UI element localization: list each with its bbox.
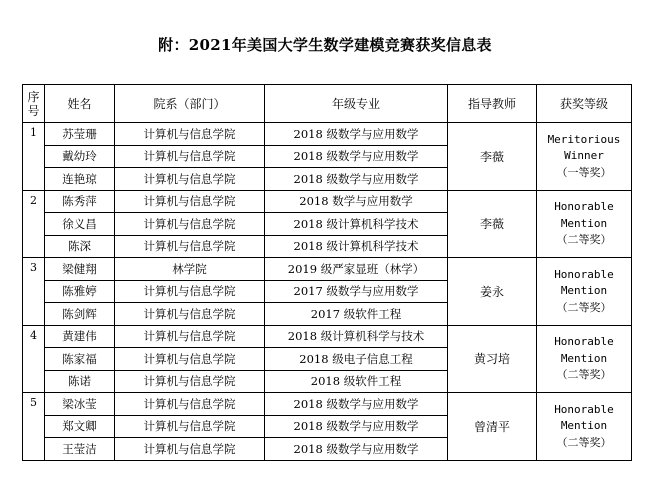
- advisor-name: 黄习培: [448, 325, 537, 393]
- student-name: 陈深: [45, 235, 115, 258]
- student-department: 计算机与信息学院: [115, 190, 265, 213]
- student-major: 2019 级严家显班（林学）: [265, 258, 448, 281]
- student-department: 计算机与信息学院: [115, 280, 265, 303]
- student-major: 2018 级软件工程: [265, 370, 448, 393]
- award-line2: Mention: [560, 419, 608, 432]
- student-major: 2018 级数学与应用数学: [265, 145, 448, 168]
- student-name: 黄建伟: [45, 325, 115, 348]
- student-name: 郑文卿: [45, 415, 115, 438]
- student-major: 2018 级数学与应用数学: [265, 168, 448, 191]
- student-major: 2018 级数学与应用数学: [265, 123, 448, 146]
- advisor-name: 姜永: [448, 258, 537, 326]
- student-department: 计算机与信息学院: [115, 415, 265, 438]
- award-line2: Mention: [560, 216, 608, 230]
- student-major: 2017 级数学与应用数学: [265, 280, 448, 303]
- group-index: 4: [23, 325, 45, 393]
- award-line3: （二等奖）: [556, 435, 612, 449]
- student-name: 陈秀萍: [45, 190, 115, 213]
- header-award: 获奖等级: [537, 85, 632, 123]
- award-level: [537, 123, 632, 191]
- student-name: 陈雅婷: [45, 280, 115, 303]
- header-index: 序号: [23, 85, 45, 123]
- student-department: 计算机与信息学院: [115, 303, 265, 326]
- group-index: 2: [23, 190, 45, 258]
- student-major: 2018 级电子信息工程: [265, 348, 448, 371]
- student-department: 计算机与信息学院: [115, 325, 265, 348]
- header-advisor: 指导教师: [448, 85, 537, 123]
- student-department: 计算机与信息学院: [115, 370, 265, 393]
- student-name: 陈诺: [45, 370, 115, 393]
- group-index: 3: [23, 258, 45, 326]
- student-major: 2018 级数学与应用数学: [265, 393, 448, 416]
- student-major: 2017 级软件工程: [265, 303, 448, 326]
- student-name: 陈剑辉: [45, 303, 115, 326]
- student-department: 计算机与信息学院: [115, 235, 265, 258]
- student-department: 计算机与信息学院: [115, 213, 265, 236]
- award-line2: Mention: [560, 284, 608, 297]
- award-line1: Meritorious: [547, 132, 621, 146]
- student-department: 计算机与信息学院: [115, 393, 265, 416]
- student-major: 2018 数学与应用数学: [265, 190, 448, 213]
- student-major: 2018 级计算机科学与技术: [265, 325, 448, 348]
- student-department: 计算机与信息学院: [115, 348, 265, 371]
- group-index: 1: [23, 123, 45, 191]
- award-line3: （二等奖）: [556, 368, 612, 381]
- table-row: [23, 190, 632, 213]
- award-line1: Honorable: [554, 200, 614, 213]
- award-level: [537, 393, 632, 461]
- student-major: 2018 级数学与应用数学: [265, 438, 448, 461]
- student-major: 2018 级计算机科学技术: [265, 235, 448, 258]
- award-line2: Mention: [560, 351, 608, 365]
- header-name: 姓名: [45, 85, 115, 123]
- student-name: 梁冰莹: [45, 393, 115, 416]
- award-line1: Honorable: [554, 402, 614, 416]
- student-major: 2018 级数学与应用数学: [265, 415, 448, 438]
- student-name: 梁健翔: [45, 258, 115, 281]
- award-level: [537, 190, 632, 258]
- student-department: 林学院: [115, 258, 265, 281]
- award-line3: （二等奖）: [556, 300, 612, 314]
- student-name: 戴幼玲: [45, 145, 115, 168]
- award-line1: Honorable: [554, 335, 614, 348]
- award-level: [537, 325, 632, 393]
- table-row: [23, 123, 632, 146]
- award-line2: Winner: [564, 149, 604, 162]
- award-line3: （二等奖）: [556, 233, 612, 246]
- award-level: [537, 258, 632, 326]
- award-line3: （一等奖）: [556, 165, 612, 179]
- student-name: 徐义昌: [45, 213, 115, 236]
- advisor-name: 李薇: [448, 190, 537, 258]
- student-name: 王莹洁: [45, 438, 115, 461]
- advisor-name: 曾清平: [448, 393, 537, 461]
- group-index: 5: [23, 393, 45, 461]
- student-department: 计算机与信息学院: [115, 438, 265, 461]
- award-line1: Honorable: [554, 267, 614, 281]
- table-row: [23, 325, 632, 348]
- table-row: [23, 258, 632, 281]
- student-department: 计算机与信息学院: [115, 145, 265, 168]
- awards-table: [22, 84, 632, 461]
- table-row: [23, 393, 632, 416]
- header-row: [23, 85, 632, 123]
- student-name: 连艳琼: [45, 168, 115, 191]
- header-major: 年级专业: [265, 85, 448, 123]
- student-major: 2018 级计算机科学技术: [265, 213, 448, 236]
- student-name: 苏莹珊: [45, 123, 115, 146]
- header-department: 院系（部门）: [115, 85, 265, 123]
- advisor-name: 李薇: [448, 123, 537, 191]
- student-department: 计算机与信息学院: [115, 123, 265, 146]
- page-title: 附：2021年美国大学生数学建模竞赛获奖信息表: [158, 36, 492, 54]
- student-department: 计算机与信息学院: [115, 168, 265, 191]
- student-name: 陈家福: [45, 348, 115, 371]
